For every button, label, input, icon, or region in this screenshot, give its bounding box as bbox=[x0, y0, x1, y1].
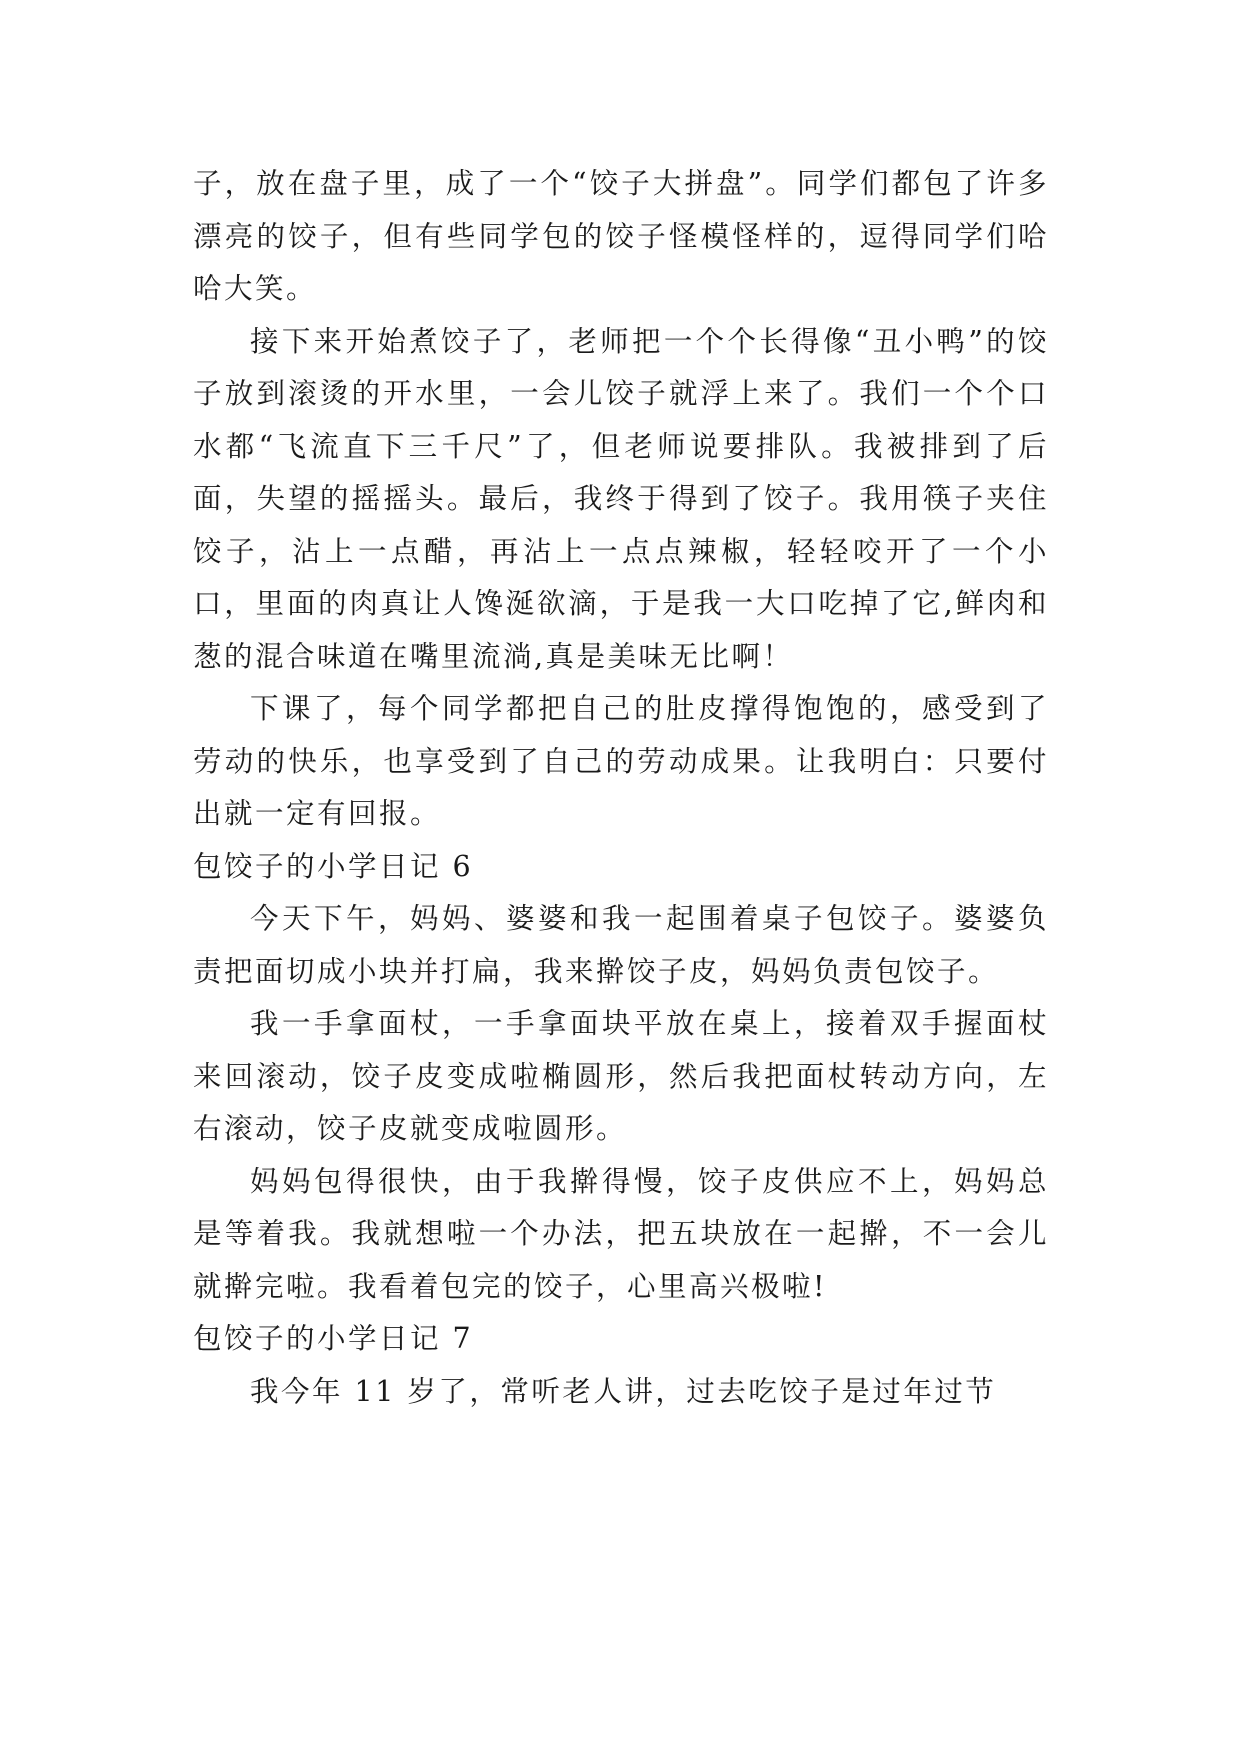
paragraph-boiling-dumplings: 接下来开始煮饺子了，老师把一个个长得像“丑小鸭”的饺子放到滚烫的开水里，一会儿饺子就浮上来了。我们一个个口水都“飞流直下三千尺”了，但老师说要排队。我被排到了后面，失望的摇摇头。最后，我终于得到了饺子。我用筷子夹住饺子，沾上一点醋，再沾上一点点辣椒，轻轻咬开了一个小口，里面的肉真让人馋涎欲滴，于是我一大口吃掉了它,鲜肉和葱的混合味道在嘴里流淌,真是美味无比啊！ bbox=[193, 324, 1049, 673]
paragraph-after-class: 下课了，每个同学都把自己的肚皮撑得饱饱的，感受到了劳动的快乐，也享受到了自己的劳动成果。让我明白：只要付出就一定有回报。 bbox=[193, 692, 1049, 830]
paragraph-age-eleven: 我今年 11 岁了，常听老人讲，过去吃饺子是过年过节 bbox=[250, 1374, 997, 1408]
diary-heading-6: 包饺子的小学日记 6 bbox=[193, 849, 474, 883]
paragraph-rolling-pin: 我一手拿面杖，一手拿面块平放在桌上，接着双手握面杖来回滚动，饺子皮变成啦椭圆形，然后我把面杖转动方向，左右滚动，饺子皮就变成啦圆形。 bbox=[193, 1007, 1049, 1145]
paragraph-mom-wrapping: 妈妈包得很快，由于我擀得慢，饺子皮供应不上，妈妈总是等着我。我就想啦一个办法，把五块放在一起擀，不一会儿就擀完啦。我看着包完的饺子，心里高兴极啦! bbox=[193, 1164, 1049, 1303]
paragraph-afternoon: 今天下午，妈妈、婆婆和我一起围着桌子包饺子。婆婆负责把面切成小块并打扁，我来擀饺子皮，妈妈负责包饺子。 bbox=[193, 902, 1049, 988]
diary-heading-7: 包饺子的小学日记 7 bbox=[193, 1322, 474, 1355]
document-body bbox=[193, 158, 1049, 1418]
paragraph-continuation: 子，放在盘子里，成了一个“饺子大拼盘”。同学们都包了许多漂亮的饺子，但有些同学包的饺子怪模怪样的，逗得同学们哈哈大笑。 bbox=[193, 167, 1049, 305]
